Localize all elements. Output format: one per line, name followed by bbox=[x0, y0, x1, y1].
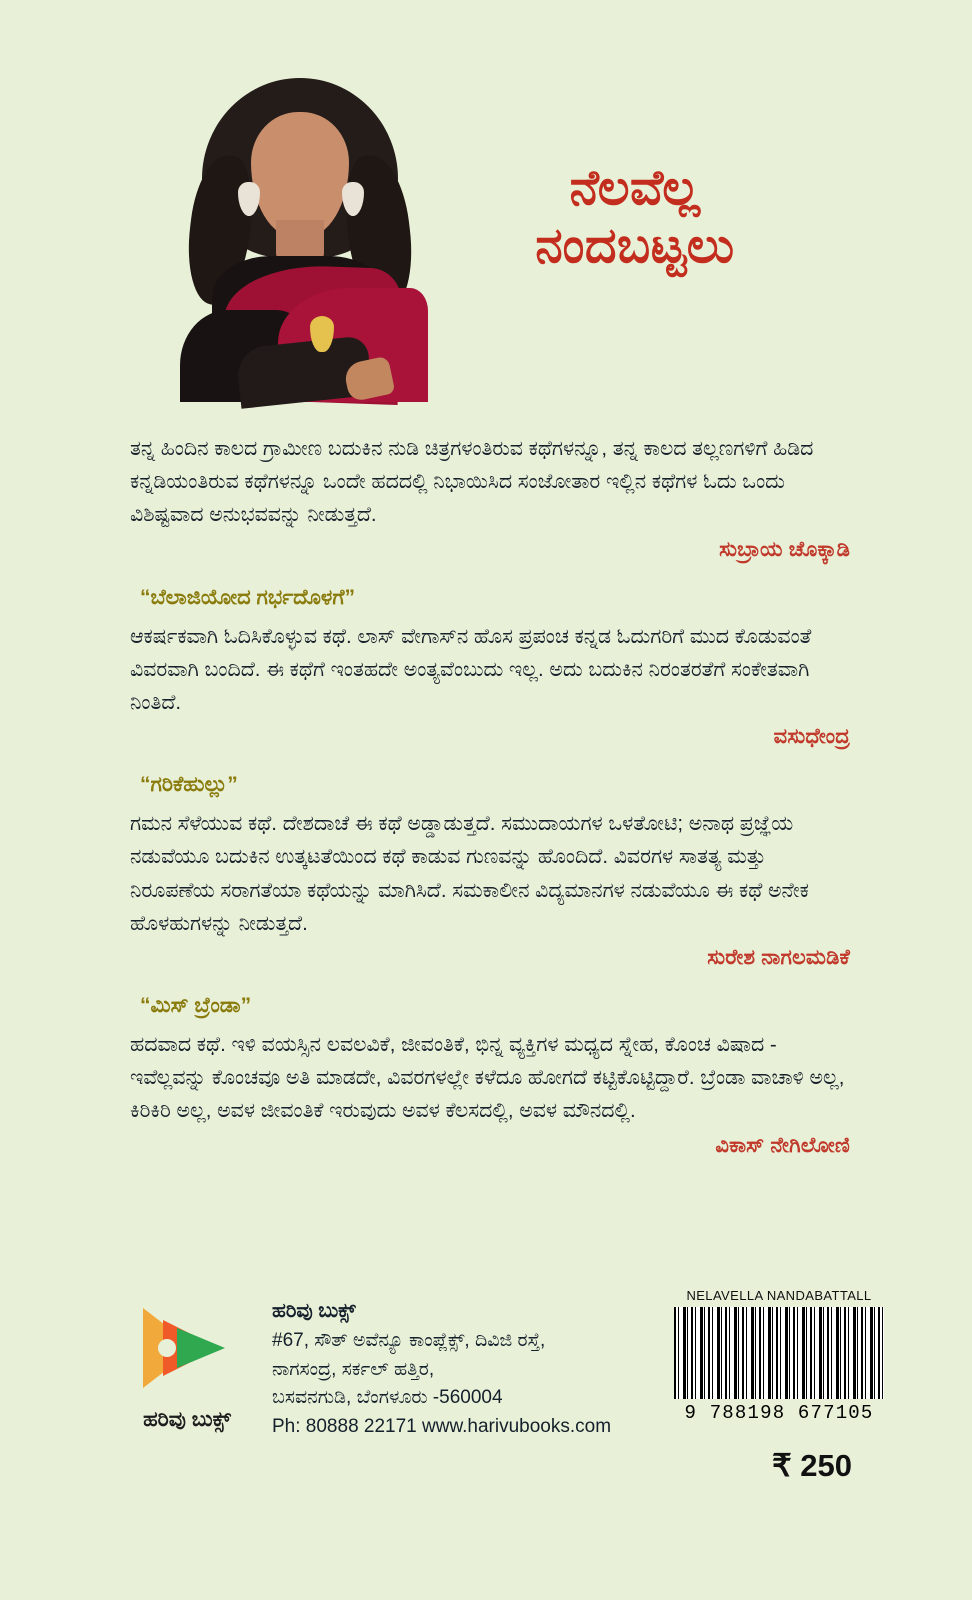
blurb-block-3 bbox=[130, 773, 850, 970]
blurb-content bbox=[130, 432, 850, 1164]
book-title-line-1: ನೆಲವೆಲ್ಲ bbox=[569, 161, 701, 215]
publisher-address-line-1: #67, ಸೌತ್ ಅವೆನ್ಯೂ ಕಾಂಪ್ಲೆಕ್ಸ್, ದಿವಿಜಿ ರಸ್ತೆ, bbox=[272, 1330, 546, 1351]
blurb-attribution-3: ಸುರೇಶ ನಾಗಲಮಡಿಕೆ bbox=[707, 946, 850, 970]
book-title-line-2: ನಂದಬಟ್ಟಲು bbox=[535, 218, 735, 273]
blurb-block-2 bbox=[130, 586, 850, 750]
barcode-caption: NELAVELLA NANDABATTALL bbox=[686, 1288, 872, 1303]
price-label: ₹ 250 bbox=[771, 1448, 852, 1483]
story-title-4: “ಮಿಸ್ ಬ್ರೆಂಡಾ” bbox=[140, 994, 252, 1018]
blurb-text-3: ಗಮನ ಸೆಳೆಯುವ ಕಥೆ. ದೇಶದಾಚೆ ಈ ಕಥೆ ಅಡ್ಡಾಡುತ್ತದೆ. ಸಮುದಾಯಗಳ ಒಳತೋಟಿ; ಅನಾಥ ಪ್ರಜ್ಞೆಯ ನಡುವೆಯೂ ಬದುಕಿನ ಉತ್ಕಟತೆಯಿಂದ ಕಥೆ ಕಾಡುವ ಗುಣವನ್ನು ಹೊಂದಿದೆ. ವಿವರಗಳ ಸಾತತ್ಯ ಮತ್ತು ನಿರೂಪಣೆಯ ಸರಾಗತೆಯಾ ಕಥೆಯನ್ನು ಮಾಗಿಸಿದೆ. ಸಮಕಾಲೀನ ವಿದ್ಯಮಾನಗಳ ನಡುವೆಯೂ ಈ ಕಥೆ ಅನೇಕ ಹೊಳಹುಗಳನ್ನು ನೀಡುತ್ತದೆ. bbox=[130, 812, 809, 935]
publisher-contact-line: Ph: 80888 22171 www.harivubooks.com bbox=[272, 1415, 612, 1437]
story-title-2: “ಬೆಲಾಜಿಯೋದ ಗರ್ಭದೊಳಗೆ” bbox=[140, 585, 356, 609]
blurb-attribution-4: ವಿಕಾಸ್ ನೇಗಿಲೋಣಿ bbox=[715, 1133, 850, 1157]
barcode-number: 9 788198 677105 bbox=[684, 1402, 874, 1424]
cover-footer bbox=[0, 1280, 972, 1600]
publisher-logo-caption: ಹರಿವು ಬುಕ್ಸ್ bbox=[143, 1408, 231, 1431]
author-photo bbox=[150, 60, 450, 400]
publisher-logo-block bbox=[112, 1300, 262, 1432]
publisher-info bbox=[272, 1296, 672, 1441]
blurb-attribution-2: ವಸುಧೇಂದ್ರ bbox=[773, 725, 850, 749]
blurb-text-2: ಆಕರ್ಷಕವಾಗಿ ಓದಿಸಿಕೊಳ್ಳುವ ಕಥೆ. ಲಾಸ್ ವೇಗಾಸ್‌ನ ಹೊಸ ಪ್ರಪಂಚ ಕನ್ನಡ ಓದುಗರಿಗೆ ಮುದ ಕೊಡುವಂತೆ ವಿವರವಾಗಿ ಬಂದಿದೆ. ಈ ಕಥೆಗೆ ಇಂತಹದೇ ಅಂತ್ಯವೆಂಬುದು ಇಲ್ಲ. ಅದು ಬದುಕಿನ ನಿರಂತರತೆಗೆ ಸಂಕೇತವಾಗಿ ನಿಂತಿದೆ. bbox=[130, 624, 812, 715]
publisher-address-line-2: ನಾಗಸಂದ್ರ, ಸರ್ಕಲ್ ಹತ್ತಿರ, bbox=[272, 1358, 435, 1380]
barcode-image bbox=[674, 1307, 884, 1399]
cover-top-area bbox=[0, 0, 972, 400]
book-title bbox=[470, 160, 800, 276]
blurb-text-4: ಹದವಾದ ಕಥೆ. ಇಳಿ ವಯಸ್ಸಿನ ಲವಲವಿಕೆ, ಜೀವಂತಿಕೆ, ಭಿನ್ನ ವ್ಯಕ್ತಿಗಳ ಮಧ್ಯದ ಸ್ನೇಹ, ಕೊಂಚ ವಿಷಾದ - ಇವೆಲ್ಲವನ್ನು ಕೊಂಚವೂ ಅತಿ ಮಾಡದೇ, ವಿವರಗಳಲ್ಲೇ ಕಳೆದೂ ಹೋಗದೆ ಕಟ್ಟಿಕೊಟ್ಟಿದ್ದಾರೆ. ಬ್ರೆಂಡಾ ವಾಚಾಳಿ ಅಲ್ಲ, ಕಿರಿಕಿರಿ ಅಲ್ಲ, ಅವಳ ಜೀವಂತಿಕೆ ಇರುವುದು ಅವಳ ಕೆಲಸದಲ್ಲಿ, ಅವಳ ಮೌನದಲ್ಲಿ. bbox=[130, 1033, 845, 1123]
blurb-block-1 bbox=[130, 432, 850, 562]
harivu-logo-icon bbox=[133, 1300, 241, 1396]
publisher-address-line-3: ಬಸವನಗುಡಿ, ಬೆಂಗಳೂರು -560004 bbox=[272, 1387, 503, 1408]
blurb-attribution-1: ಸುಬ್ರಾಯ ಚೊಕ್ಕಾಡಿ bbox=[719, 537, 850, 561]
blurb-block-4 bbox=[130, 994, 850, 1158]
blurb-text-1: ತನ್ನ ಹಿಂದಿನ ಕಾಲದ ಗ್ರಾಮೀಣ ಬದುಕಿನ ನುಡಿ ಚಿತ್ರಗಳಂತಿರುವ ಕಥೆಗಳನ್ನೂ, ತನ್ನ ಕಾಲದ ತಲ್ಲಣಗಳಿಗೆ ಹಿಡಿದ ಕನ್ನಡಿಯಂತಿರುವ ಕಥೆಗಳನ್ನೂ ಒಂದೇ ಹದದಲ್ಲಿ ನಿಭಾಯಿಸಿದ ಸಂಜೋತಾರ ಇಲ್ಲಿನ ಕಥೆಗಳ ಓದು ಒಂದು ವಿಶಿಷ್ಟವಾದ ಅನುಭವವನ್ನು ನೀಡುತ್ತದೆ. bbox=[130, 437, 814, 527]
publisher-name: ಹರಿವು ಬುಕ್ಸ್ bbox=[272, 1300, 356, 1322]
story-title-3: “ಗರಿಕೆಹುಲ್ಲು” bbox=[140, 773, 238, 797]
barcode-block bbox=[674, 1288, 884, 1424]
